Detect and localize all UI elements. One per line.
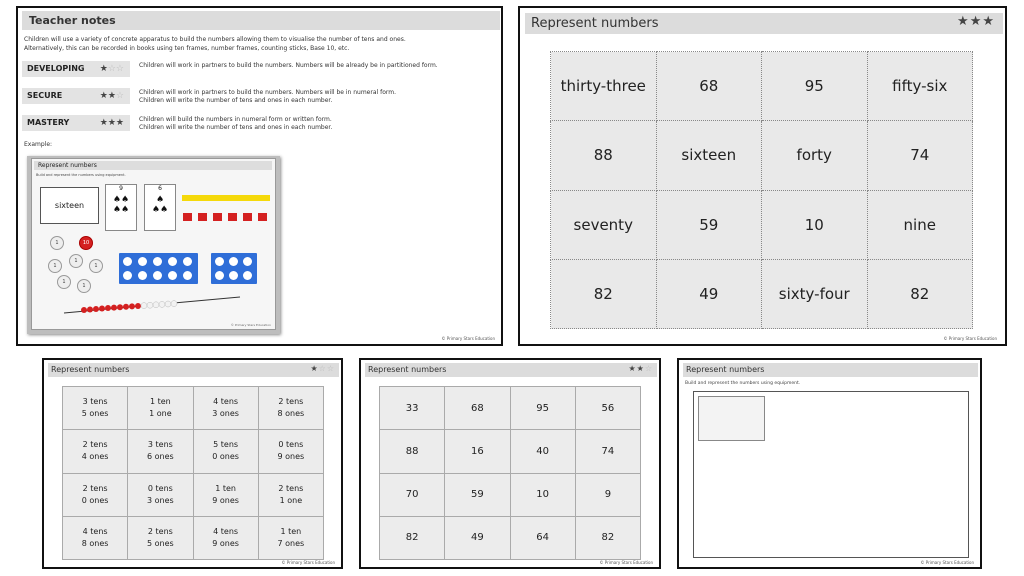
star-rating [957, 14, 995, 29]
grid-row [551, 121, 973, 190]
playing-card [105, 184, 137, 231]
slide-title: Represent numbers [525, 13, 1003, 34]
slide-title: Represent numbers [48, 363, 339, 377]
slide-subtitle: Build and represent the numbers using equipment. [685, 381, 801, 386]
footer-credit: © Primary Stars Education [943, 336, 997, 341]
grid-row [63, 430, 324, 473]
mastery-slide [518, 6, 1007, 346]
number-word-box: sixteen [40, 187, 99, 224]
unit-cube [213, 213, 222, 221]
grid-cell: 2 tens 0 ones [63, 473, 128, 516]
slide-title: Represent numbers [683, 363, 978, 377]
star-empty-icon: ☆ [107, 64, 116, 74]
level-tag [22, 115, 130, 131]
grid-cell: 82 [551, 259, 657, 328]
example-label: Example: [24, 141, 53, 148]
grid-cell: thirty-three [551, 52, 657, 121]
grid-cell: 3 tens 6 ones [128, 430, 193, 473]
footer-credit: © Primary Stars Education [599, 560, 653, 565]
grid-cell: 1 ten 1 one [128, 387, 193, 430]
grid-cell: 4 tens 8 ones [63, 516, 128, 559]
level-description [139, 62, 438, 70]
grid-cell: 68 [656, 52, 762, 121]
level-desc-line-2: Children will write the number of tens and ones in each number. [139, 124, 333, 131]
grid-cell: 82 [867, 259, 973, 328]
photo-worksheet-subtitle: Build and represent the numbers using equipment. [36, 173, 126, 177]
grid-cell: 10 [762, 190, 868, 259]
grid-cell: 74 [575, 430, 640, 473]
grid-cell: 95 [510, 387, 575, 430]
grid-cell: 74 [867, 121, 973, 190]
grid-cell: fifty-six [867, 52, 973, 121]
grid-row [380, 473, 641, 516]
example-photo [27, 156, 280, 334]
ten-rod [182, 195, 270, 201]
counter: 1 [89, 259, 103, 273]
star-filled-icon: ★ [310, 364, 319, 373]
grid-cell: 10 [510, 473, 575, 516]
grid-cell: 5 tens 0 ones [193, 430, 258, 473]
level-desc-line-1: Children will build the numbers in numeral form or written form. [139, 116, 332, 123]
playing-card [144, 184, 176, 231]
star-rating [310, 364, 335, 373]
star-empty-icon: ☆ [326, 364, 335, 373]
numeral-grid [379, 386, 641, 560]
card-value: 6 [158, 185, 162, 192]
level-description [139, 116, 332, 132]
grid-cell: forty [762, 121, 868, 190]
grid-cell: 82 [380, 516, 445, 559]
grid-cell: 49 [445, 516, 510, 559]
star-filled-icon: ★ [628, 364, 637, 373]
spade-icon: ♠ ♠♠ [151, 195, 169, 215]
star-filled-icon: ★ [107, 91, 116, 101]
level-description [139, 89, 396, 105]
star-filled-icon: ★ [99, 118, 108, 128]
star-rating [100, 88, 124, 104]
grid-cell: 3 tens 5 ones [63, 387, 128, 430]
number-box [698, 396, 765, 441]
grid-cell: 0 tens 3 ones [128, 473, 193, 516]
photo-worksheet-title: Represent numbers [34, 161, 272, 170]
level-label: DEVELOPING [27, 64, 85, 73]
grid-cell: 2 tens 8 ones [258, 387, 323, 430]
card-value: 9 [119, 185, 123, 192]
grid-row [551, 190, 973, 259]
star-empty-icon: ☆ [318, 364, 327, 373]
unit-cube [183, 213, 192, 221]
grid-cell: seventy [551, 190, 657, 259]
star-filled-icon: ★ [115, 118, 124, 128]
grid-cell: 9 [575, 473, 640, 516]
ten-frame [119, 253, 198, 284]
level-secure [22, 88, 496, 104]
star-filled-icon: ★ [107, 118, 116, 128]
grid-cell: 95 [762, 52, 868, 121]
bead-string [62, 295, 242, 317]
level-desc-line-2: Children will write the number of tens and ones in each number. [139, 97, 333, 104]
star-filled-icon: ★ [99, 64, 108, 74]
unit-cube [243, 213, 252, 221]
grid-cell: 0 tens 9 ones [258, 430, 323, 473]
unit-cube [258, 213, 267, 221]
level-tag [22, 88, 130, 104]
level-developing [22, 61, 496, 77]
counter: 1 [57, 275, 71, 289]
unit-cube [198, 213, 207, 221]
grid-cell: 59 [445, 473, 510, 516]
intro-line-1: Children will use a variety of concrete apparatus to build the numbers allowing them to visualise the number of tens and ones. [24, 36, 406, 43]
grid-row [380, 430, 641, 473]
grid-row [380, 387, 641, 430]
star-empty-icon: ☆ [115, 64, 124, 74]
ten-frame [211, 253, 257, 284]
grid-cell: 40 [510, 430, 575, 473]
grid-cell: 16 [445, 430, 510, 473]
intro-line-2: Alternatively, this can be recorded in books using ten frames, number frames, counting sticks, Base 10, etc. [24, 45, 350, 52]
grid-row [63, 473, 324, 516]
counter: 1 [77, 279, 91, 293]
level-desc-line-1: Children will work in partners to build the numbers. Numbers will be in numeral form. [139, 89, 396, 96]
grid-cell: sixteen [656, 121, 762, 190]
blank-worksheet-slide [677, 358, 982, 569]
grid-cell: 68 [445, 387, 510, 430]
slide-title: Teacher notes [22, 11, 500, 30]
photo-footer: © Primary Stars Education [230, 323, 271, 327]
level-label: SECURE [27, 91, 63, 100]
counter: 1 [48, 259, 62, 273]
star-filled-icon: ★ [99, 91, 108, 101]
unit-cube [228, 213, 237, 221]
grid-cell: 56 [575, 387, 640, 430]
star-rating [628, 364, 653, 373]
tens-ones-grid [62, 386, 324, 560]
footer-credit: © Primary Stars Education [281, 560, 335, 565]
number-grid [550, 51, 973, 329]
counter: 1 [69, 254, 83, 268]
intro-text [24, 35, 494, 53]
grid-cell: 59 [656, 190, 762, 259]
grid-cell: 1 ten 9 ones [193, 473, 258, 516]
spade-icon: ♠♠ ♠♠ [112, 195, 130, 215]
secure-slide [359, 358, 661, 569]
level-desc-line-1: Children will work in partners to build the numbers. Numbers will be already be in partitioned form. [139, 62, 438, 69]
grid-cell: 64 [510, 516, 575, 559]
grid-cell: nine [867, 190, 973, 259]
footer-credit: © Primary Stars Education [441, 336, 495, 341]
counter: 1 [50, 236, 64, 250]
level-tag [22, 61, 130, 77]
star-filled-icon: ★ [957, 14, 970, 29]
grid-cell: 88 [380, 430, 445, 473]
grid-cell: sixty-four [762, 259, 868, 328]
grid-cell: 33 [380, 387, 445, 430]
grid-row [551, 259, 973, 328]
slide-title: Represent numbers [365, 363, 657, 377]
teacher-notes-slide [16, 6, 503, 346]
grid-cell: 2 tens 5 ones [128, 516, 193, 559]
grid-row [380, 516, 641, 559]
level-label: MASTERY [27, 118, 70, 127]
grid-cell: 4 tens 3 ones [193, 387, 258, 430]
level-mastery [22, 115, 496, 131]
grid-cell: 2 tens 1 one [258, 473, 323, 516]
star-filled-icon: ★ [969, 14, 983, 29]
grid-cell: 1 ten 7 ones [258, 516, 323, 559]
photo-worksheet [31, 158, 276, 330]
ten-counter: 10 [79, 236, 93, 250]
star-filled-icon: ★ [636, 364, 645, 373]
star-empty-icon: ☆ [115, 91, 124, 101]
grid-cell: 2 tens 4 ones [63, 430, 128, 473]
footer-credit: © Primary Stars Education [920, 560, 974, 565]
grid-cell: 82 [575, 516, 640, 559]
grid-cell: 4 tens 9 ones [193, 516, 258, 559]
star-rating [100, 115, 124, 131]
star-rating [100, 61, 124, 77]
work-area [693, 391, 969, 558]
grid-cell: 70 [380, 473, 445, 516]
star-empty-icon: ☆ [644, 364, 653, 373]
grid-row [63, 387, 324, 430]
grid-row [551, 52, 973, 121]
grid-cell: 88 [551, 121, 657, 190]
star-filled-icon: ★ [982, 14, 995, 29]
grid-cell: 49 [656, 259, 762, 328]
developing-slide [42, 358, 343, 569]
grid-row [63, 516, 324, 559]
